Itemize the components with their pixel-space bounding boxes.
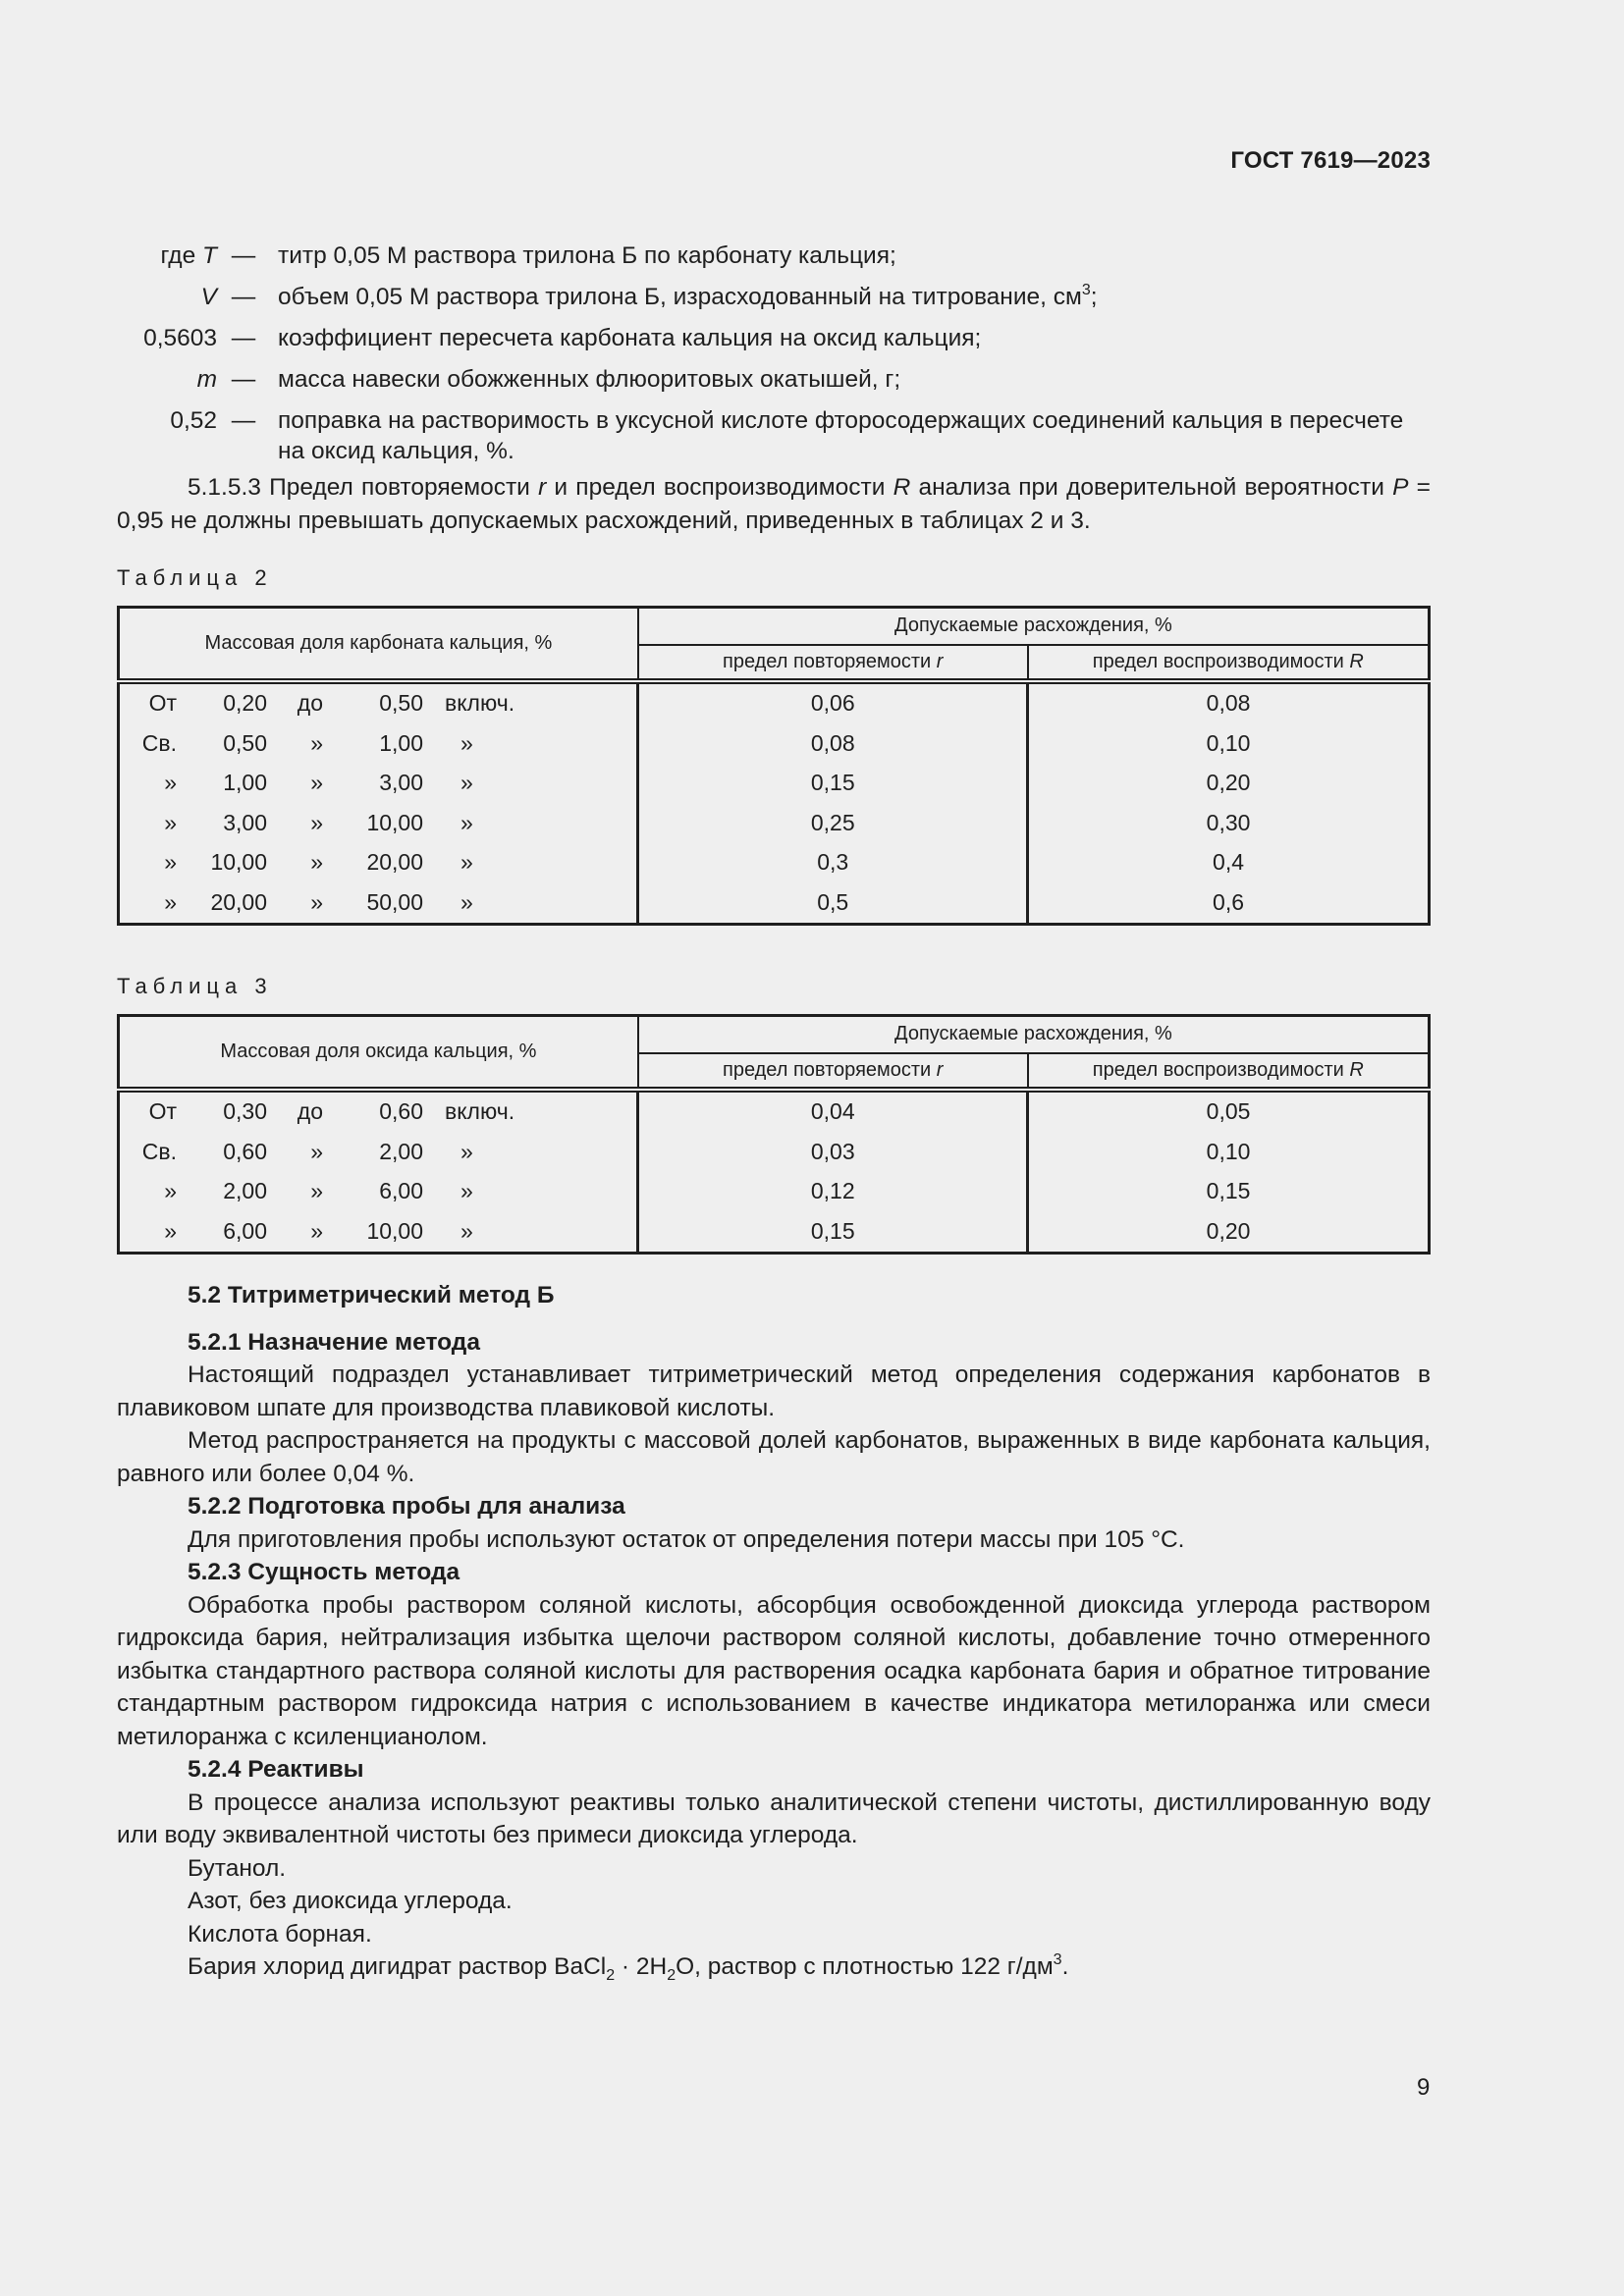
table-row <box>119 1211 1430 1253</box>
section-title: 5.2 Титриметрический метод Б <box>188 1282 555 1308</box>
range-cell: Св. 0,50 » 1,00 » <box>119 723 638 764</box>
reproducibility-cell: 0,10 <box>1028 723 1430 764</box>
table-row <box>119 764 1430 804</box>
table-2-header-mass-fraction: Массовая доля карбоната кальция, % <box>119 608 638 681</box>
range-cell: » 1,00 » 3,00 » <box>119 764 638 804</box>
legend-item-coefficient <box>117 318 1431 359</box>
table-row <box>119 803 1430 843</box>
legend-symbol: 0,5603 <box>143 325 217 351</box>
formula-legend <box>117 236 1431 466</box>
section-5-2 <box>117 1279 1431 1984</box>
subsection-5-2-2-title: 5.2.2 Подготовка пробы для анализа <box>188 1493 625 1520</box>
subsection-5-2-4-title: 5.2.4 Реактивы <box>188 1756 364 1783</box>
repeatability-cell: 0,3 <box>638 843 1028 883</box>
clause-5-1-5-3 <box>117 471 1431 537</box>
legend-dash: — <box>231 242 256 269</box>
table-row <box>119 1172 1430 1212</box>
table-2-header-group: Допускаемые расхождения, % <box>638 608 1430 645</box>
table-row <box>119 1090 1430 1133</box>
range-cell: » 10,00 » 20,00 » <box>119 843 638 883</box>
legend-text: коэффициент пересчета карбоната кальция на оксид кальция; <box>278 325 982 351</box>
legend-text: объем 0,05 М раствора трилона Б, израсходованный на титрование, $см^3$; <box>278 282 1098 310</box>
table-row <box>119 723 1430 764</box>
table-row <box>119 843 1430 883</box>
legend-item-v <box>117 277 1431 318</box>
repeatability-cell: 0,06 <box>638 681 1028 724</box>
legend-item-t <box>117 236 1431 277</box>
table-3-header-reproducibility: предел воспроизводимости R <box>1028 1053 1430 1090</box>
table-3 <box>117 1014 1431 1255</box>
table-3-header-repeatability: предел повторяемости r <box>638 1053 1028 1090</box>
reproducibility-cell: 0,20 <box>1028 1211 1430 1253</box>
reagent-item: Кислота борная. <box>188 1920 372 1948</box>
subsection-5-2-1-paragraph-1: Настоящий подраздел устанавливает титриметрический метод определения содержания карбонатов в плавиковом шпате для производства плавиковой кислоты. <box>117 1362 1431 1421</box>
reproducibility-cell: 0,08 <box>1028 681 1430 724</box>
legend-dash: — <box>231 407 256 434</box>
reproducibility-cell: 0,05 <box>1028 1090 1430 1133</box>
repeatability-cell: 0,15 <box>638 764 1028 804</box>
range-cell: Св. 0,60 » 2,00 » <box>119 1132 638 1172</box>
range-cell: От 0,30 до 0,60 включ. <box>119 1090 638 1133</box>
legend-text: масса навески обожженных флюоритовых окатышей, г; <box>278 366 901 393</box>
table-row <box>119 1132 1430 1172</box>
reproducibility-cell: 0,20 <box>1028 764 1430 804</box>
reagent-item-barium-chloride: Бария хлорид дигидрат раствор BaCl$_2$ · $2H_2O$, раствор с плотностью 122 $г/дм^3$. <box>188 1951 1069 1984</box>
subsection-5-2-4-paragraph: В процессе анализа используют реактивы только аналитической степени чистоты, дистиллированную воду или воду эквивалентной чистоты без примеси диоксида углерода. <box>117 1789 1431 1848</box>
range-cell: » 6,00 » 10,00 » <box>119 1211 638 1253</box>
reagent-item: Азот, без диоксида углерода. <box>188 1888 513 1914</box>
clause-paragraph: 5.1.5.3 Предел повторяемости r и предел воспроизводимости R анализа при доверительной вероятности P = 0,95 не должны превышать допускаемых расхождений, приведенных в таблицах 2 и 3. <box>117 474 1431 534</box>
range-cell: » 2,00 » 6,00 » <box>119 1172 638 1212</box>
table-3-header-mass-fraction: Массовая доля оксида кальция, % <box>119 1016 638 1090</box>
repeatability-cell: 0,03 <box>638 1132 1028 1172</box>
legend-text: поправка на растворимость в уксусной кислоте фторосодержащих соединений кальция в пересчете на оксид кальция, %. <box>278 407 1404 464</box>
legend-item-m <box>117 359 1431 400</box>
table-2 <box>117 606 1431 926</box>
subsection-5-2-3-title: 5.2.3 Сущность метода <box>188 1559 460 1585</box>
table-3-header-group: Допускаемые расхождения, % <box>638 1016 1430 1053</box>
legend-symbol: m <box>196 366 217 393</box>
legend-symbol: 0,52 <box>170 407 217 434</box>
subsection-5-2-1-paragraph-2: Метод распространяется на продукты с массовой долей карбонатов, выраженных в виде карбоната кальция, равного или более 0,04 %. <box>117 1427 1431 1487</box>
reproducibility-cell: 0,6 <box>1028 882 1430 924</box>
subsection-5-2-1-title: 5.2.1 Назначение метода <box>188 1328 480 1356</box>
table-2-header-reproducibility: предел воспроизводимости R <box>1028 645 1430 681</box>
reproducibility-cell: 0,15 <box>1028 1172 1430 1212</box>
document-designation: ГОСТ 7619—2023 <box>1230 147 1431 174</box>
reproducibility-cell: 0,10 <box>1028 1132 1430 1172</box>
repeatability-cell: 0,25 <box>638 803 1028 843</box>
repeatability-cell: 0,5 <box>638 882 1028 924</box>
legend-item-correction <box>117 400 1431 466</box>
legend-dash: — <box>231 325 256 351</box>
legend-dash: — <box>231 284 256 310</box>
page-number: 9 <box>1417 2074 1431 2101</box>
range-cell: » 20,00 » 50,00 » <box>119 882 638 924</box>
table-2-header-repeatability: предел повторяемости r <box>638 645 1028 681</box>
legend-text: титр 0,05 М раствора трилона Б по карбонату кальция; <box>278 242 896 269</box>
repeatability-cell: 0,08 <box>638 723 1028 764</box>
subsection-5-2-2-paragraph: Для приготовления пробы используют остаток от определения потери массы при 105 °С. <box>188 1525 1185 1553</box>
range-cell: » 3,00 » 10,00 » <box>119 803 638 843</box>
table-row <box>119 681 1430 724</box>
repeatability-cell: 0,12 <box>638 1172 1028 1212</box>
subsection-5-2-3-paragraph: Обработка пробы раствором соляной кислоты, абсорбция освобожденной диоксида углерода раствором гидроксида бария, нейтрализация избытка щелочи раствором соляной кислоты, добавление точно отмеренного избытка стандартного раствора соляной кислоты для растворения осадка карбоната бария и обратное титрование стандартным раствором гидроксида натрия с использованием в качестве индикатора метилоранжа или смеси метилоранжа с ксиленцианолом. <box>117 1591 1431 1750</box>
reagent-item: Бутанол. <box>188 1854 287 1882</box>
table-2-caption: Таблица 2 <box>117 565 273 590</box>
repeatability-cell: 0,04 <box>638 1090 1028 1133</box>
table-3-caption: Таблица 3 <box>117 974 273 998</box>
table-row <box>119 882 1430 924</box>
legend-symbol: V <box>200 284 217 310</box>
reproducibility-cell: 0,4 <box>1028 843 1430 883</box>
legend-dash: — <box>231 366 256 393</box>
repeatability-cell: 0,15 <box>638 1211 1028 1253</box>
range-cell: От 0,20 до 0,50 включ. <box>119 681 638 724</box>
reproducibility-cell: 0,30 <box>1028 803 1430 843</box>
legend-symbol: где T <box>160 242 217 269</box>
